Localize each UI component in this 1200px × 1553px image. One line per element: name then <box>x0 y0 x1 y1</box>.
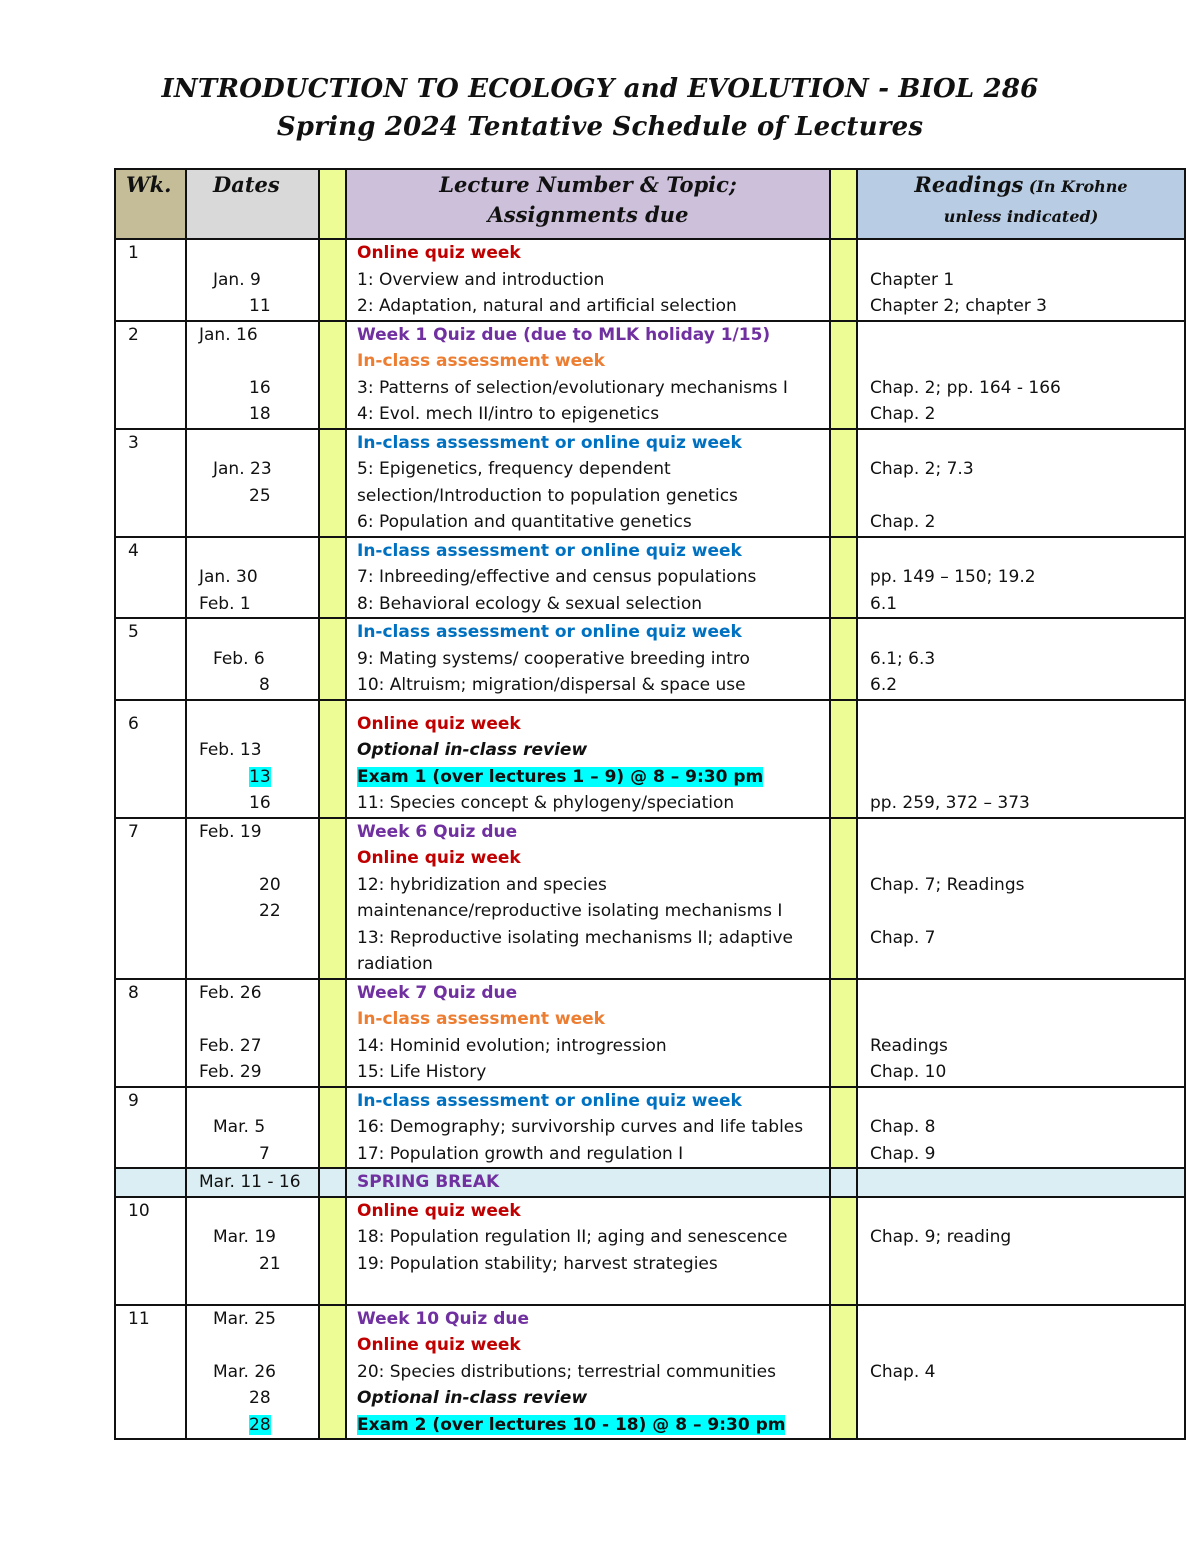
reading-text: Chap. 9 <box>870 1143 936 1164</box>
table-row <box>115 1197 1185 1305</box>
dates-cell <box>186 1087 319 1169</box>
week-number: 9 <box>115 1087 186 1169</box>
lecture-number: 2: <box>357 296 374 316</box>
date-text: Mar. 25 <box>213 1308 276 1329</box>
lecture-number: 18: <box>357 1227 385 1247</box>
dates-cell <box>186 700 319 818</box>
reading-text: Chap. 8 <box>870 1117 936 1137</box>
table-row <box>115 321 1185 429</box>
lecture-topic: Adaptation, natural and artificial selection <box>373 296 737 316</box>
spacer-column <box>830 537 857 619</box>
assessment-or-quiz-note: In-class assessment or online quiz week <box>357 1090 742 1111</box>
lecture-topic: Population regulation II; aging and senescence <box>384 1227 788 1247</box>
dates-cell <box>186 1305 319 1440</box>
week-number: 1 <box>115 239 186 321</box>
dates-cell <box>186 321 319 429</box>
in-class-assessment-note: In-class assessment week <box>357 351 605 371</box>
spring-break-label: SPRING BREAK <box>357 1172 500 1192</box>
table-row <box>115 239 1185 321</box>
week-number: 3 <box>115 429 186 537</box>
date-text: Mar. 5 <box>213 1117 266 1137</box>
readings-cell <box>857 818 1185 979</box>
reading-text: Chap. 7 <box>870 927 936 948</box>
lecture-topic: Patterns of selection/evolutionary mechanisms I <box>373 377 788 398</box>
lecture-topic: Species distributions; terrestrial communities <box>384 1361 776 1382</box>
date-text: 28 <box>249 1388 271 1408</box>
assessment-or-quiz-note: In-class assessment or online quiz week <box>357 540 742 561</box>
lecture-topic: Species concept & phylogeny/speciation <box>384 793 735 813</box>
reading-text: Chapter 1 <box>870 269 955 290</box>
header-row <box>115 169 1185 239</box>
week-number: 8 <box>115 979 186 1087</box>
document-subtitle: Spring 2024 Tentative Schedule of Lectures <box>276 112 924 142</box>
readings-cell <box>857 1305 1185 1440</box>
date-text: Jan. 9 <box>213 269 261 290</box>
lecture-topic: Epigenetics, frequency dependent <box>373 459 671 479</box>
spacer-column <box>830 1087 857 1169</box>
header-lecture-line1: Lecture Number & Topic; <box>439 172 737 197</box>
lecture-number: 4: <box>357 404 374 424</box>
readings-cell <box>857 1168 1185 1197</box>
lecture-number: 19: <box>357 1253 385 1274</box>
spacer-column <box>830 1305 857 1440</box>
lecture-cell <box>346 429 830 537</box>
date-text: 25 <box>249 485 271 506</box>
lecture-topic: Evol. mech II/intro to epigenetics <box>373 404 660 424</box>
spacer-column <box>830 239 857 321</box>
header-readings-label: Readings <box>914 172 1024 197</box>
lecture-topic: maintenance/reproductive isolating mechanisms I <box>357 901 783 921</box>
dates-cell <box>186 818 319 979</box>
spacer-column <box>319 537 346 619</box>
spacer-column <box>830 618 857 700</box>
header-week <box>115 169 186 239</box>
lecture-topic: Demography; survivorship curves and life tables <box>384 1117 804 1137</box>
spacer-column <box>830 700 857 818</box>
lecture-topic: Altruism; migration/dispersal & space use <box>384 675 746 695</box>
reading-text: Chap. 2; 7.3 <box>870 459 974 479</box>
reading-text: Chap. 2; pp. 164 - 166 <box>870 377 1061 398</box>
spacer-column <box>830 429 857 537</box>
lecture-topic: Population growth and regulation I <box>384 1143 684 1164</box>
readings-cell <box>857 1087 1185 1169</box>
lecture-cell <box>346 321 830 429</box>
spacer-column <box>319 1197 346 1305</box>
date-text: Jan. 16 <box>199 324 258 345</box>
lecture-topic: Behavioral ecology & sexual selection <box>373 593 703 614</box>
table-row <box>115 979 1185 1087</box>
spacer-column <box>830 169 857 239</box>
table-row <box>115 618 1185 700</box>
reading-text: Chap. 10 <box>870 1062 947 1082</box>
date-text: Mar. 11 - 16 <box>199 1172 301 1192</box>
optional-review-note: Optional in-class review <box>357 1388 588 1408</box>
lecture-topic: Population and quantitative genetics <box>373 512 692 532</box>
reading-text: pp. 149 – 150; 19.2 <box>870 567 1036 587</box>
lecture-cell <box>346 1305 830 1440</box>
dates-cell <box>186 239 319 321</box>
header-dates <box>186 169 319 239</box>
readings-cell <box>857 321 1185 429</box>
spacer-column <box>319 239 346 321</box>
document-title: INTRODUCTION TO ECOLOGY and EVOLUTION - BIOL 286 <box>161 74 1039 104</box>
lecture-number: 13: <box>357 927 385 948</box>
date-text: 16 <box>249 377 271 398</box>
date-text: Mar. 26 <box>213 1361 276 1382</box>
quiz-due-note: Week 6 Quiz due <box>357 821 518 842</box>
lecture-number: 17: <box>357 1143 385 1164</box>
spacer-column <box>830 321 857 429</box>
week-number: 11 <box>115 1305 186 1440</box>
online-quiz-note: Online quiz week <box>357 243 521 263</box>
exam-2-highlight: Exam 2 (over lectures 10 - 18) @ 8 – 9:30 pm <box>357 1414 786 1435</box>
reading-text: Chapter 2; chapter 3 <box>870 296 1047 316</box>
online-quiz-note: Online quiz week <box>357 713 521 734</box>
spacer-column <box>319 321 346 429</box>
spacer-column <box>319 1168 346 1197</box>
header-readings <box>857 169 1185 239</box>
lecture-topic: Life History <box>384 1062 487 1082</box>
lecture-number: 7: <box>357 567 374 587</box>
spacer-column <box>830 818 857 979</box>
spacer-column <box>319 169 346 239</box>
spacer-column <box>319 979 346 1087</box>
week-number: 2 <box>115 321 186 429</box>
lecture-cell <box>346 537 830 619</box>
readings-cell <box>857 537 1185 619</box>
date-text: Feb. 13 <box>199 740 262 760</box>
week-number: 7 <box>115 818 186 979</box>
date-text: 20 <box>259 874 281 895</box>
dates-cell <box>186 1168 319 1197</box>
lecture-number: 6: <box>357 512 374 532</box>
date-text: Feb. 26 <box>199 982 262 1003</box>
lecture-number: 14: <box>357 1035 385 1056</box>
reading-text: 6.1 <box>870 593 898 614</box>
date-text: Feb. 27 <box>199 1035 262 1056</box>
spacer-column <box>319 429 346 537</box>
quiz-due-note: Week 1 Quiz due (due to MLK holiday 1/15) <box>357 324 771 345</box>
quiz-due-note: Week 7 Quiz due <box>357 982 518 1003</box>
quiz-due-note: Week 10 Quiz due <box>357 1308 530 1329</box>
lecture-cell <box>346 239 830 321</box>
reading-text: Chap. 2 <box>870 512 936 532</box>
dates-cell <box>186 537 319 619</box>
table-row <box>115 700 1185 818</box>
lecture-number: 16: <box>357 1117 385 1137</box>
week-number: 4 <box>115 537 186 619</box>
lecture-topic: selection/Introduction to population genetics <box>357 485 738 506</box>
dates-cell <box>186 429 319 537</box>
lecture-topic: Inbreeding/effective and census populations <box>373 567 757 587</box>
dates-cell <box>186 618 319 700</box>
header-lecture <box>346 169 830 239</box>
date-text: 21 <box>259 1253 281 1274</box>
lecture-cell <box>346 700 830 818</box>
spacer-column <box>319 700 346 818</box>
lecture-number: 1: <box>357 269 374 290</box>
week-number: 5 <box>115 618 186 700</box>
date-text: 7 <box>259 1143 270 1164</box>
table-row <box>115 818 1185 979</box>
readings-cell <box>857 979 1185 1087</box>
date-text: Feb. 1 <box>199 593 251 614</box>
lecture-number: 15: <box>357 1062 385 1082</box>
lecture-topic: radiation <box>357 954 433 974</box>
online-quiz-note: Online quiz week <box>357 1335 521 1355</box>
spring-break-row <box>115 1168 1185 1197</box>
exam-date-highlight: 28 <box>249 1414 271 1435</box>
table-row <box>115 429 1185 537</box>
lecture-cell <box>346 979 830 1087</box>
exam-date-highlight: 13 <box>249 766 271 787</box>
header-lecture-line2: Assignments due <box>487 202 689 227</box>
lecture-number: 3: <box>357 377 374 398</box>
readings-cell <box>857 700 1185 818</box>
date-text: Feb. 6 <box>213 648 265 669</box>
assessment-or-quiz-note: In-class assessment or online quiz week <box>357 622 742 642</box>
optional-review-note: Optional in-class review <box>357 740 588 760</box>
date-text: 11 <box>249 296 271 316</box>
readings-cell <box>857 618 1185 700</box>
lecture-cell <box>346 618 830 700</box>
lecture-cell <box>346 1168 830 1197</box>
lecture-number: 20: <box>357 1361 385 1382</box>
lecture-number: 5: <box>357 459 374 479</box>
reading-text: Readings <box>870 1035 948 1056</box>
date-text: Mar. 19 <box>213 1227 276 1247</box>
spacer-column <box>830 1168 857 1197</box>
lecture-number: 9: <box>357 648 374 669</box>
reading-text: Chap. 7; Readings <box>870 874 1025 895</box>
header-readings-note: (In Krohne <box>1023 177 1128 196</box>
table-row <box>115 537 1185 619</box>
spacer-column <box>319 618 346 700</box>
reading-text: pp. 259, 372 – 373 <box>870 793 1030 813</box>
online-quiz-note: Online quiz week <box>357 1200 521 1221</box>
spacer-column <box>319 1087 346 1169</box>
date-text: Jan. 30 <box>199 567 258 587</box>
date-text: 18 <box>249 404 271 424</box>
spacer-column <box>319 1305 346 1440</box>
reading-text: 6.2 <box>870 675 898 695</box>
schedule-table <box>114 168 1186 1440</box>
lecture-topic: Hominid evolution; introgression <box>384 1035 667 1056</box>
online-quiz-note: Online quiz week <box>357 848 521 868</box>
header-week-label: Wk. <box>126 172 172 197</box>
spacer-column <box>830 979 857 1087</box>
reading-text: Chap. 9; reading <box>870 1227 1012 1247</box>
week-number: 6 <box>115 700 186 818</box>
date-text: 16 <box>249 793 271 813</box>
reading-text: Chap. 4 <box>870 1361 936 1382</box>
date-text: 22 <box>259 901 281 921</box>
header-dates-label: Dates <box>213 172 280 197</box>
date-text: Feb. 19 <box>199 821 262 842</box>
lecture-topic: hybridization and species <box>384 874 607 895</box>
lecture-cell <box>346 1087 830 1169</box>
exam-1-highlight: Exam 1 (over lectures 1 – 9) @ 8 – 9:30 pm <box>357 766 764 787</box>
table-row <box>115 1087 1185 1169</box>
reading-text: 6.1; 6.3 <box>870 648 936 669</box>
spacer-column <box>319 818 346 979</box>
assessment-or-quiz-note: In-class assessment or online quiz week <box>357 432 742 453</box>
lecture-number: 10: <box>357 675 385 695</box>
lecture-topic: Overview and introduction <box>373 269 605 290</box>
readings-cell <box>857 239 1185 321</box>
reading-text: Chap. 2 <box>870 404 936 424</box>
lecture-number: 12: <box>357 874 385 895</box>
in-class-assessment-note: In-class assessment week <box>357 1009 605 1029</box>
lecture-topic: Reproductive isolating mechanisms II; adaptive <box>384 927 793 948</box>
lecture-cell <box>346 818 830 979</box>
spacer-column <box>830 1197 857 1305</box>
lecture-number: 11: <box>357 793 385 813</box>
lecture-cell <box>346 1197 830 1305</box>
date-text: Jan. 23 <box>213 459 272 479</box>
date-text: Feb. 29 <box>199 1062 262 1082</box>
table-row <box>115 1305 1185 1440</box>
header-readings-note-2: unless indicated) <box>943 207 1099 226</box>
readings-cell <box>857 429 1185 537</box>
dates-cell <box>186 1197 319 1305</box>
dates-cell <box>186 979 319 1087</box>
week-number: 10 <box>115 1197 186 1305</box>
readings-cell <box>857 1197 1185 1305</box>
date-text: 8 <box>259 675 270 695</box>
lecture-topic: Population stability; harvest strategies <box>384 1253 718 1274</box>
week-number <box>115 1168 186 1197</box>
lecture-number: 8: <box>357 593 374 614</box>
lecture-topic: Mating systems/ cooperative breeding intro <box>373 648 750 669</box>
